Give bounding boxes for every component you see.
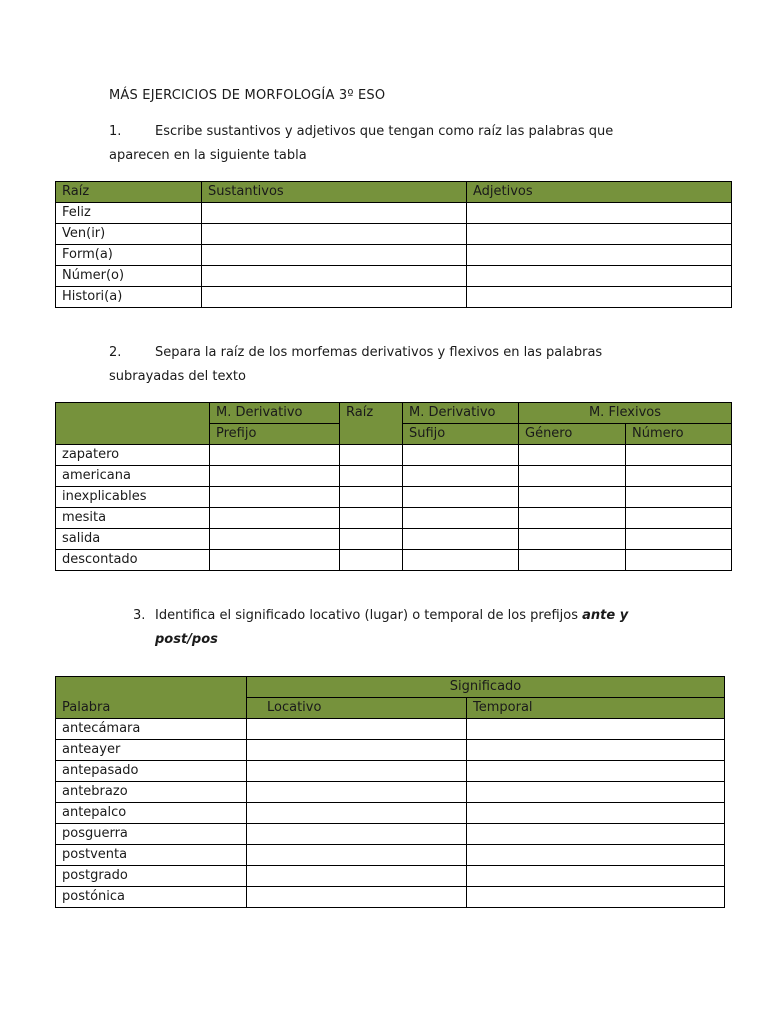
word-cell: inexplicables — [56, 487, 210, 508]
root-cell: Númer(o) — [56, 266, 202, 287]
exercise-2-number: 2. — [109, 345, 122, 360]
exercise-3-line1: Identifica el significado locativo (lugar) o temporal de los prefijos — [155, 608, 578, 623]
answer-cell[interactable] — [210, 550, 340, 571]
word-cell: antebrazo — [56, 782, 247, 803]
temporal-cell[interactable] — [467, 803, 725, 824]
adjetivos-cell[interactable] — [467, 287, 732, 308]
header-m-flexivos: M. Flexivos — [519, 403, 732, 424]
answer-cell[interactable] — [403, 445, 519, 466]
answer-cell[interactable] — [403, 466, 519, 487]
morphemes-table — [55, 402, 732, 571]
header-adjetivos: Adjetivos — [467, 182, 732, 203]
sustantivos-cell[interactable] — [202, 245, 467, 266]
answer-cell[interactable] — [519, 445, 626, 466]
table-row — [56, 287, 732, 308]
table-row — [56, 508, 732, 529]
answer-cell[interactable] — [210, 508, 340, 529]
word-cell: salida — [56, 529, 210, 550]
answer-cell[interactable] — [210, 466, 340, 487]
adjetivos-cell[interactable] — [467, 203, 732, 224]
exercise-2-line1: Separa la raíz de los morfemas derivativos y flexivos en las palabras — [155, 345, 603, 360]
locativo-cell[interactable] — [247, 803, 467, 824]
table-row — [56, 824, 725, 845]
word-cell: antepalco — [56, 803, 247, 824]
exercise-3-number: 3. — [133, 608, 146, 623]
answer-cell[interactable] — [340, 445, 403, 466]
locativo-cell[interactable] — [247, 845, 467, 866]
header-m-derivativo-2: M. Derivativo — [403, 403, 519, 424]
table-row — [56, 203, 732, 224]
root-cell: Form(a) — [56, 245, 202, 266]
table-row — [56, 782, 725, 803]
table-row — [56, 845, 725, 866]
answer-cell[interactable] — [626, 550, 732, 571]
locativo-cell[interactable] — [247, 761, 467, 782]
exercise-2-line2: subrayadas del texto — [109, 369, 246, 384]
temporal-cell[interactable] — [467, 761, 725, 782]
locativo-cell[interactable] — [247, 719, 467, 740]
answer-cell[interactable] — [340, 550, 403, 571]
header-palabra: Palabra — [56, 677, 247, 719]
answer-cell[interactable] — [340, 529, 403, 550]
answer-cell[interactable] — [210, 529, 340, 550]
adjetivos-cell[interactable] — [467, 245, 732, 266]
answer-cell[interactable] — [626, 508, 732, 529]
word-cell: postgrado — [56, 866, 247, 887]
table-row — [56, 466, 732, 487]
word-cell: americana — [56, 466, 210, 487]
header-numero: Número — [626, 424, 732, 445]
word-cell: postventa — [56, 845, 247, 866]
table-row — [56, 266, 732, 287]
temporal-cell[interactable] — [467, 845, 725, 866]
adjetivos-cell[interactable] — [467, 266, 732, 287]
answer-cell[interactable] — [519, 529, 626, 550]
table-row — [56, 245, 732, 266]
answer-cell[interactable] — [519, 487, 626, 508]
exercise-1-instructions — [109, 120, 613, 168]
answer-cell[interactable] — [340, 466, 403, 487]
answer-cell[interactable] — [340, 508, 403, 529]
table-row — [56, 487, 732, 508]
table-row — [56, 761, 725, 782]
exercise-3-bold-1: ante y — [582, 608, 629, 623]
answer-cell[interactable] — [626, 445, 732, 466]
header-significado: Significado — [247, 677, 725, 698]
locativo-cell[interactable] — [247, 866, 467, 887]
header-m-derivativo-1: M. Derivativo — [210, 403, 340, 424]
sustantivos-cell[interactable] — [202, 266, 467, 287]
root-cell: Histori(a) — [56, 287, 202, 308]
word-cell: mesita — [56, 508, 210, 529]
answer-cell[interactable] — [210, 487, 340, 508]
table-row — [56, 887, 725, 908]
temporal-cell[interactable] — [467, 740, 725, 761]
word-cell: postónica — [56, 887, 247, 908]
sustantivos-cell[interactable] — [202, 203, 467, 224]
prefixes-table — [55, 676, 725, 908]
temporal-cell[interactable] — [467, 866, 725, 887]
locativo-cell[interactable] — [247, 887, 467, 908]
header-sufijo: Sufijo — [403, 424, 519, 445]
table-row — [56, 719, 725, 740]
table-row — [56, 803, 725, 824]
locativo-cell[interactable] — [247, 824, 467, 845]
table-row — [56, 740, 725, 761]
table-row — [56, 866, 725, 887]
header-sustantivos: Sustantivos — [202, 182, 467, 203]
header-raiz: Raíz — [56, 182, 202, 203]
answer-cell[interactable] — [340, 487, 403, 508]
answer-cell[interactable] — [403, 529, 519, 550]
answer-cell[interactable] — [519, 550, 626, 571]
root-cell: Ven(ir) — [56, 224, 202, 245]
adjetivos-cell[interactable] — [467, 224, 732, 245]
word-cell: posguerra — [56, 824, 247, 845]
page-title: MÁS EJERCICIOS DE MORFOLOGÍA 3º ESO — [109, 88, 386, 103]
answer-cell[interactable] — [403, 550, 519, 571]
answer-cell[interactable] — [626, 487, 732, 508]
header-locativo: Locativo — [247, 698, 467, 719]
word-cell: zapatero — [56, 445, 210, 466]
word-cell: anteayer — [56, 740, 247, 761]
temporal-cell[interactable] — [467, 887, 725, 908]
exercise-1-line1: Escribe sustantivos y adjetivos que tengan como raíz las palabras que — [155, 124, 614, 139]
word-cell: antepasado — [56, 761, 247, 782]
sustantivos-cell[interactable] — [202, 224, 467, 245]
header-temporal: Temporal — [467, 698, 725, 719]
exercise-1-line2: aparecen en la siguiente tabla — [109, 148, 307, 163]
table-row — [56, 550, 732, 571]
word-cell: antecámara — [56, 719, 247, 740]
exercise-3-instructions — [133, 604, 628, 652]
table-row — [56, 445, 732, 466]
locativo-cell[interactable] — [247, 782, 467, 803]
exercise-2-instructions — [109, 341, 602, 389]
table-row — [56, 224, 732, 245]
answer-cell[interactable] — [626, 466, 732, 487]
header-blank — [56, 403, 210, 445]
temporal-cell[interactable] — [467, 719, 725, 740]
temporal-cell[interactable] — [467, 782, 725, 803]
answer-cell[interactable] — [626, 529, 732, 550]
exercise-1-number: 1. — [109, 124, 122, 139]
roots-table — [55, 181, 732, 308]
answer-cell[interactable] — [519, 508, 626, 529]
header-raiz: Raíz — [340, 403, 403, 445]
answer-cell[interactable] — [403, 487, 519, 508]
table-row — [56, 529, 732, 550]
answer-cell[interactable] — [210, 445, 340, 466]
sustantivos-cell[interactable] — [202, 287, 467, 308]
header-prefijo: Prefijo — [210, 424, 340, 445]
answer-cell[interactable] — [519, 466, 626, 487]
root-cell: Feliz — [56, 203, 202, 224]
locativo-cell[interactable] — [247, 740, 467, 761]
temporal-cell[interactable] — [467, 824, 725, 845]
word-cell: descontado — [56, 550, 210, 571]
answer-cell[interactable] — [403, 508, 519, 529]
header-genero: Género — [519, 424, 626, 445]
exercise-3-bold-2: post/pos — [155, 632, 218, 647]
